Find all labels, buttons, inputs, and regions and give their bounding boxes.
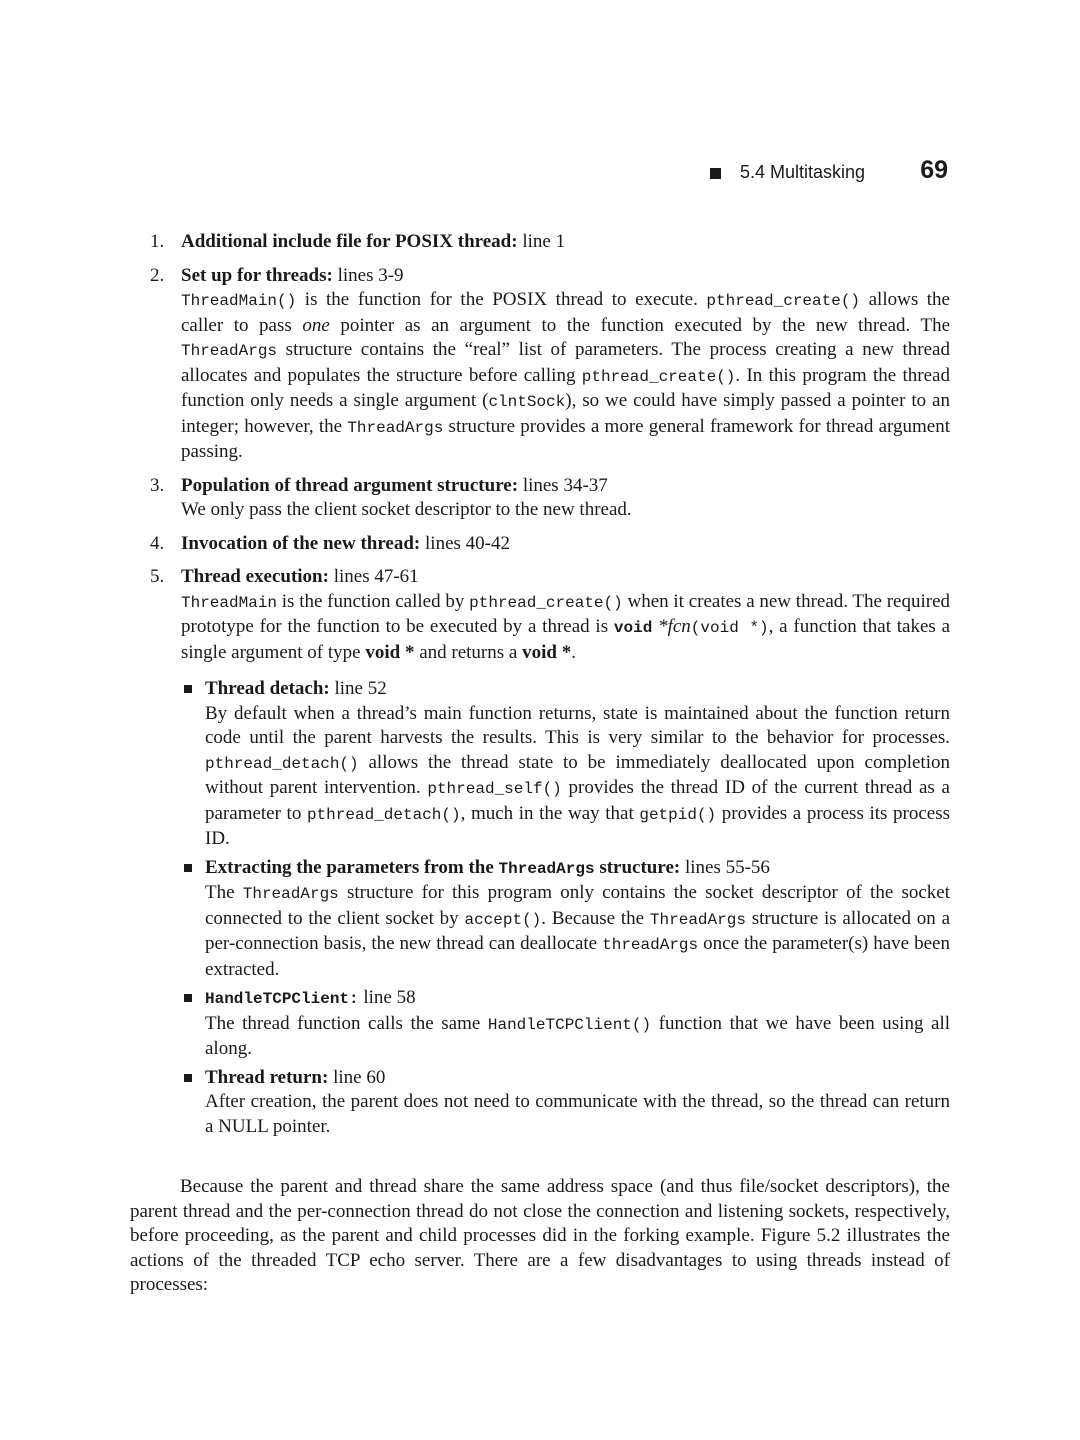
code-text: (void *) — [690, 619, 769, 637]
text-run: allows the thread state to be immediately deallocated upon completion without parent intervention. — [205, 751, 950, 798]
item-lines: lines 34-37 — [522, 474, 608, 496]
code-text: pthread_detach() — [306, 805, 461, 824]
item-description — [181, 590, 950, 666]
sub-item-description: After creation, the parent does not need to communicate with the thread, so the thread can return a NULL pointer. — [205, 1091, 950, 1137]
sub-item-title: Thread detach: — [205, 678, 330, 699]
text-run: and returns a — [414, 641, 523, 663]
code-text: ThreadArgs — [347, 418, 444, 437]
item-lines: lines 3-9 — [337, 264, 404, 286]
code-text: pthread_self() — [427, 780, 562, 798]
sub-item-title: structure: — [599, 856, 681, 878]
running-head — [700, 156, 950, 190]
text-run: . — [571, 641, 576, 663]
code-text: HandleTCPClient() — [487, 1015, 652, 1034]
sub-item-lines: line 60 — [333, 1066, 386, 1088]
list-item — [130, 230, 950, 255]
code-text: threadArgs — [602, 936, 699, 954]
code-text: void — [613, 619, 653, 637]
text-run: ), so we could have simply passed a pointer to an integer; however, the — [181, 390, 950, 437]
item-number: 2. — [150, 264, 165, 286]
text-run: structure provides a more general framework for thread argument passing. — [181, 415, 950, 462]
list-item — [130, 532, 950, 557]
code-text: ThreadArgs — [181, 342, 278, 360]
sub-item-title: Thread return: — [205, 1066, 329, 1088]
sub-item-title: HandleTCPClient: — [205, 990, 359, 1008]
text-run: , much in the way that — [460, 802, 640, 824]
text-run: is the function called by — [277, 590, 470, 612]
text-run: pointer as an argument to the function executed by the new thread. The — [329, 314, 951, 336]
square-bullet-icon — [184, 1074, 192, 1082]
code-text: getpid() — [639, 805, 717, 824]
text-run: structure is allocated on a per-connection basis, the new thread can deallocate — [205, 907, 950, 954]
sub-item-lines: line 52 — [334, 678, 387, 699]
page-body — [130, 230, 950, 1317]
item-number: 3. — [150, 474, 165, 496]
square-bullet-icon — [710, 168, 721, 179]
item-title: Thread execution: — [181, 566, 329, 587]
bold-text: void * — [522, 641, 572, 663]
text-run: , a function that takes a single argument of type — [181, 616, 951, 663]
sub-item-description — [205, 881, 950, 982]
sub-list-item — [181, 856, 950, 983]
sub-item-lines: lines 55-56 — [684, 856, 770, 878]
code-text: ThreadArgs — [649, 910, 746, 929]
sub-item-lines: line 58 — [363, 987, 416, 1008]
code-text: ThreadArgs — [498, 859, 595, 878]
list-item — [130, 565, 950, 1139]
text-run: once the parameter(s) have been extracted. — [205, 933, 950, 980]
sub-list-item — [181, 986, 950, 1062]
text-run: allows the caller to pass — [181, 289, 950, 336]
item-lines: lines 40-42 — [425, 532, 510, 554]
item-number: 5. — [150, 566, 165, 587]
code-text: pthread_create() — [469, 593, 623, 612]
code-text: ThreadArgs — [242, 885, 339, 903]
text-run: structure for this program only contains the socket descriptor of the socket connected to the client socket by — [205, 882, 951, 929]
text-run: provides the thread ID of the current thread as a parameter to — [205, 777, 950, 824]
item-description — [181, 288, 950, 465]
item-title: Set up for threads: — [181, 264, 333, 286]
item-number: 4. — [150, 532, 165, 554]
sub-item-title: Extracting the parameters from the — [205, 856, 494, 878]
code-text: ThreadMain() — [181, 292, 297, 310]
item-description: We only pass the client socket descriptor to the new thread. — [181, 499, 632, 520]
list-item — [130, 264, 950, 465]
text-run: The thread function calls the same — [205, 1012, 488, 1034]
emphasis-text: *fcn — [658, 616, 691, 637]
square-bullet-icon — [184, 864, 192, 872]
text-run: . Because the — [541, 907, 650, 929]
text-run: is the function for the POSIX thread to execute. — [296, 289, 707, 310]
text-run: structure contains the “real” list of parameters. The process creating a new thread allocates and populates the structure before calling — [181, 339, 950, 386]
section-title: 5.4 Multitasking — [740, 162, 866, 182]
code-text: clntSock — [488, 393, 566, 411]
item-lines: lines 47-61 — [333, 566, 419, 587]
sub-list-item — [181, 677, 950, 852]
square-bullet-icon — [184, 994, 192, 1002]
text-run: By default when a thread’s main function returns, state is maintained about the function return code until the parent harvests the results. This is very similar to the behavior for processes. — [205, 702, 950, 748]
bold-text: void * — [365, 641, 415, 663]
code-text: pthread_create() — [706, 292, 861, 310]
item-title: Invocation of the new thread: — [181, 532, 421, 554]
item-number: 1. — [150, 231, 165, 252]
list-item — [130, 474, 950, 523]
text-run: The — [205, 882, 243, 903]
sub-item-description — [205, 702, 950, 852]
text-run: function that we have been using all along. — [205, 1012, 951, 1059]
code-text: pthread_create() — [581, 367, 736, 386]
code-text: pthread_detach() — [205, 754, 359, 773]
text-run: provides a process its process ID. — [205, 802, 950, 849]
text-run: when it creates a new thread. The required prototype for the function to be executed by a thread is — [181, 590, 951, 637]
item-lines: line 1 — [522, 231, 566, 252]
emphasis-text: one — [302, 314, 330, 336]
code-text: ThreadMain — [181, 593, 278, 612]
page-number: 69 — [920, 156, 948, 184]
code-text: accept() — [464, 910, 542, 929]
sub-list-item — [181, 1066, 950, 1140]
text-run: . In this program the thread function only needs a single argument ( — [181, 364, 950, 411]
square-bullet-icon — [184, 685, 192, 693]
closing-paragraph: Because the parent and thread share the same address space (and thus file/socket descriptors), the parent thread and the per-connection thread do not close the connection and listening sockets, respectively, before proceeding, as the parent and child processes did in the forking example. Figure 5.2 illustrates the actions of the threaded TCP echo server. There are a few disadvantages to using threads instead of processes: — [130, 1176, 950, 1295]
item-title: Population of thread argument structure: — [181, 474, 519, 496]
sub-item-description — [205, 1012, 950, 1062]
item-title: Additional include file for POSIX thread: — [181, 231, 518, 252]
